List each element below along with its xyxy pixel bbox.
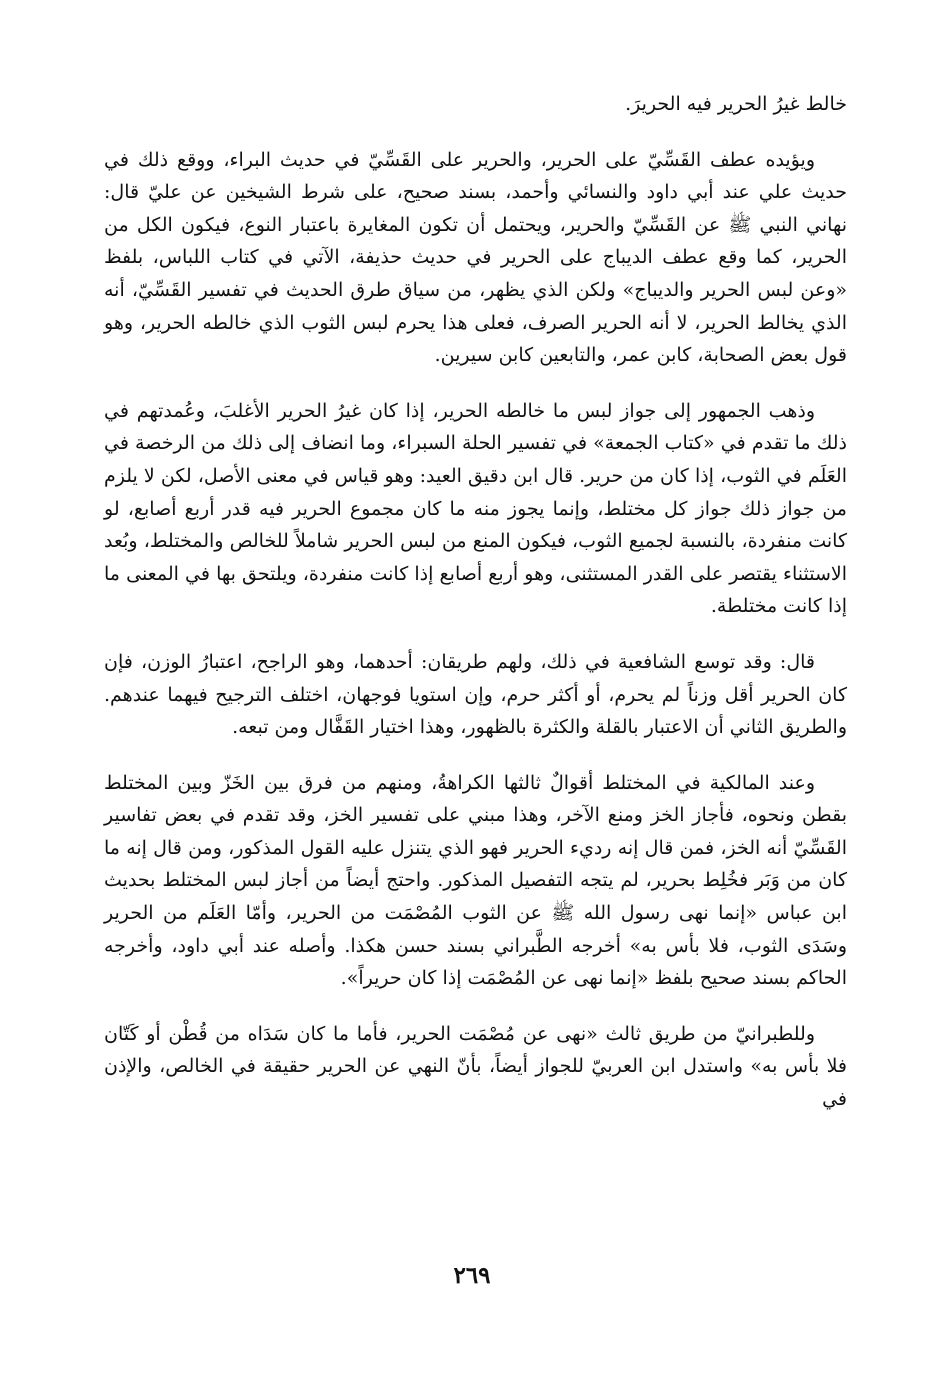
paragraph-4: قال: وقد توسع الشافعية في ذلك، ولهم طريقان: أحدهما، وهو الراجح، اعتبارُ الوزن، فإن كان الحرير أقل وزناً لم يحرم، أو أكثر حرم، وإن استويا فوجهان، اختلف الترجيح فيهما عندهم. والطريق الثاني أن الاعتبار بالقلة والكثرة بالظهور، وهذا اختيار القَفَّال ومن تبعه. (104, 650, 847, 739)
paragraph-2: ويؤيده عطف القَسِّيّ على الحرير، والحرير على القَسِّيّ في حديث البراء، ووقع ذلك في حديث علي عند أبي داود والنسائي وأحمد، بسند صحيح، على شرط الشيخين عن عليّ قال: نهاني النبي ﷺ عن القَسِّيّ والحرير، ويحتمل أن تكون المغايرة باعتبار النوع، فيكون الكل من الحرير، كما وقع عطف الديباج على الحرير في حديث حذيفة، الآتي في كتاب اللباس، بلفظ «وعن لبس الحرير والديباج» ولكن الذي يظهر، من سياق طرق الحديث في تفسير القَسِّيّ، أنه الذي يخالط الحرير، لا أنه الحرير الصرف، فعلى هذا يحرم لبس الثوب الذي خالطه الحرير، وهو قول بعض الصحابة، كابن عمر، والتابعين كابن سيرين. (104, 148, 847, 367)
page-number: ٢٦٩ (453, 1262, 491, 1289)
paragraph-3: وذهب الجمهور إلى جواز لبس ما خالطه الحرير، إذا كان غيرُ الحرير الأغلبَ، وعُمدتهم في ذلك ما تقدم في «كتاب الجمعة» في تفسير الحلة السبراء، وما انضاف إلى ذلك من الرخصة في العَلَم في الثوب، إذا كان من حرير. قال ابن دقيق العيد: وهو قياس في معنى الأصل، لكن لا يلزم من جواز ذلك جواز كل مختلط، وإنما يجوز منه ما كان مجموع الحرير فيه قدر أربع أصابع، لو كانت منفردة، بالنسبة لجميع الثوب، فيكون المنع من لبس الحرير شاملاً للخالص والمختلط، وبُعد الاستثناء يقتصر على القدر المستثنى، وهو أربع أصابع إذا كانت منفردة، ويلتحق بها في المعنى ما إذا كانت مختلطة. (104, 399, 847, 618)
page-body-text (104, 88, 847, 1139)
paragraph-5: وعند المالكية في المختلط أقوالٌ ثالثها الكراهةُ، ومنهم من فرق بين الخَزّ وبين المختلط بقطن ونحوه، فأجاز الخز ومنع الآخر، وهذا مبني على تفسير الخز، وقد تقدم في بعض تفاسير القَسِّيّ أنه الخز، فمن قال إنه رديء الحرير فهو الذي يتنزل عليه القول المذكور، ومن قال إنه ما كان من وَبَر فخُلِط بحرير، لم يتجه التفصيل المذكور. واحتج أيضاً من أجاز لبس المختلط بحديث ابن عباس «إنما نهى رسول الله ﷺ عن الثوب المُصْمَت من الحرير، وأمّا العَلَم من الحرير وسَدَى الثوب، فلا بأس به» أخرجه الطَّبراني بسند حسن هكذا. وأصله عند أبي داود، وأخرجه الحاكم بسند صحيح بلفظ «إنما نهى عن المُصْمَت إذا كان حريراً». (104, 771, 847, 990)
paragraph-6: وللطبرانيّ من طريق ثالث «نهى عن مُصْمَت الحرير، فأما ما كان سَدَاه من قُطْن أو كَتّان فلا بأس به» واستدل ابن العربيّ للجواز أيضاً، بأنّ النهي عن الحرير حقيقة في الخالص، والإذن في (104, 1022, 847, 1111)
paragraph-1: خالط غيرُ الحرير فيه الحريرَ. (625, 93, 847, 115)
